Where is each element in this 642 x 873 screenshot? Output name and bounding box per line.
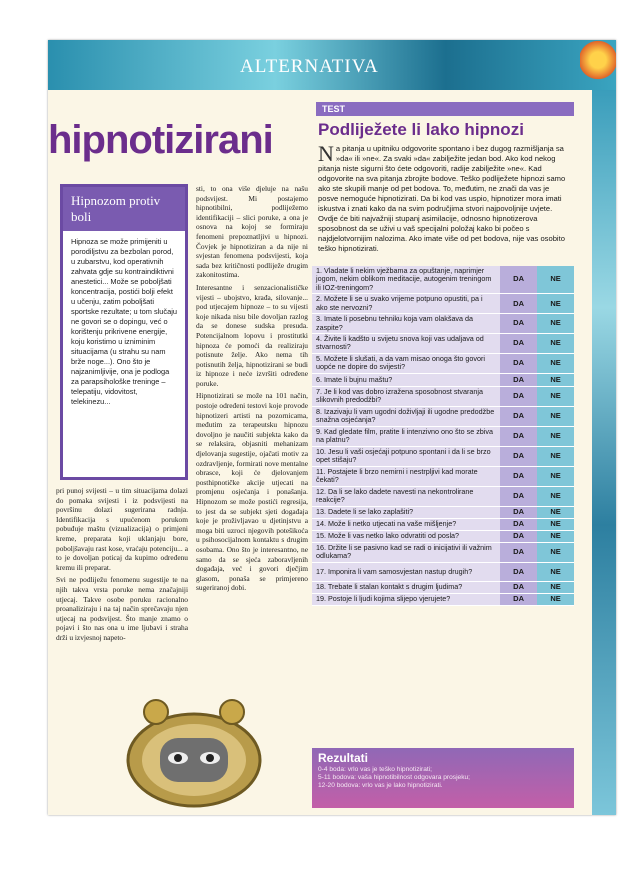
answer-yes[interactable]: DA: [500, 446, 537, 466]
magazine-page: [48, 40, 616, 815]
answer-no[interactable]: NE: [537, 593, 574, 605]
quiz-row: [312, 334, 574, 354]
answer-yes[interactable]: DA: [500, 518, 537, 530]
quiz-row: [312, 353, 574, 373]
sidebar-title: Hipnozom protiv boli: [63, 187, 185, 231]
results-box: [312, 748, 574, 808]
paragraph: sti, to ona više djeluje na našu podsvijest. Mi postajemo hipnotibilni, podliježemo identifikaciji – slici poruke, a ona je osnova na kojoj se formiraju fenomeni prepoznatljivi u hipnozi. Čovjek je hipnotiziran a da nije ni svjestan fenomena podsvijesti, koja sada bez kritičnosti podliježe drugim zakonitostima.: [196, 184, 308, 280]
quiz-row: [312, 386, 574, 406]
results-title: Rezultati: [318, 751, 369, 765]
quiz-question: 4. Živite li kadšto u svijetu snova koji vas udaljava od stvarnosti?: [312, 334, 500, 354]
quiz-question: 10. Jesu li vaši osjećaji potpuno spontani i da li se brzo opet stišaju?: [312, 446, 500, 466]
quiz-question: 5. Možete li slušati, a da vam misao onoga što govori uopće ne dopire do svijesti?: [312, 353, 500, 373]
answer-no[interactable]: NE: [537, 542, 574, 562]
answer-no[interactable]: NE: [537, 466, 574, 486]
quiz-question: 14. Može li netko utjecati na vaše mišljenje?: [312, 518, 500, 530]
article-headline: hipnotizirani: [48, 118, 273, 162]
quiz-row: [312, 562, 574, 581]
answer-yes[interactable]: DA: [500, 386, 537, 406]
quiz-row: [312, 373, 574, 386]
quiz-question: 12. Da li se lako dadete navesti na nekontrolirane reakcije?: [312, 486, 500, 506]
answer-no[interactable]: NE: [537, 353, 574, 373]
quiz-question: 19. Postoje li ljudi kojima slijepo vjerujete?: [312, 593, 500, 605]
quiz-row: [312, 518, 574, 530]
quiz-question: 17. Imponira li vam samosvjestan nastup drugih?: [312, 562, 500, 581]
quiz-question: 16. Držite li se pasivno kad se radi o inicijativi ili važnim odlukama?: [312, 542, 500, 562]
paragraph: pri punoj svijesti – u tim situacijama dolazi do pomaka svijesti i iz podsvijesti na površinu dolazi sugerirana radnja. Identifikacija s upućenom porukom pobuđuje maštu (vizualizacija) o primjeni kreme, preparata koji uklanjaju bore, poboljšavaju rast kose, vraćaju potenciju... a to je dovoljan poticaj da kupimo određenu kremu ili preparat.: [56, 486, 188, 572]
answer-yes[interactable]: DA: [500, 426, 537, 446]
answer-no[interactable]: NE: [537, 486, 574, 506]
quiz-question: 13. Dadete li se lako zaplašiti?: [312, 506, 500, 518]
results-line: 12-20 bodova: vrlo vas je lako hipnotizirati.: [318, 782, 443, 789]
quiz-row: [312, 266, 574, 294]
answer-yes[interactable]: DA: [500, 406, 537, 426]
paragraph: Hipnotizirati se može na 101 način, postoje određeni testovi koje provode hipnotizeri artisti na pozornicama, međutim za terapeutsku hipnozu dovoljno je naučiti subjekta kako da se relaksira, objasniti mehanizam djelovanja sugestije, ojačati motiv za ozdravljenje, formirati nove mentalne obrasce, koji će djelovanjem posthipnotičke akcije utjecati na promjenu osjećanja i ponašanja. Hipnozom se može postići regresija, to jest da se subjekt sjeti događaja koje je proživljavao u djetinjstvu a moga biti uzroci njegovih potešikoća u psihosocijalnom kontaktu s drugim osobama. Ono što je interesantno, ne samo da se sjeća zaboravljenih događaja, već i govori dječjim glasom, ponaša se primjereno sugeriranoj dobi.: [196, 391, 308, 593]
quiz-question: 2. Možete li se u svako vrijeme potpuno opustiti, pa i ako ste nervozni?: [312, 294, 500, 314]
quiz-question: 9. Kad gledate film, pratite li intenzivno ono što se zbiva na platnu?: [312, 426, 500, 446]
answer-no[interactable]: NE: [537, 406, 574, 426]
quiz-row: [312, 294, 574, 314]
answer-no[interactable]: NE: [537, 426, 574, 446]
quiz-row: [312, 426, 574, 446]
quiz-row: [312, 506, 574, 518]
sidebar-box: [60, 184, 188, 480]
answer-no[interactable]: NE: [537, 373, 574, 386]
answer-no[interactable]: NE: [537, 530, 574, 542]
quiz-row: [312, 446, 574, 466]
quiz-row: [312, 593, 574, 605]
answer-yes[interactable]: DA: [500, 353, 537, 373]
quiz-question: 1. Vladate li nekim vježbama za opuštanje, naprimjer jogom, nekim oblikom meditacije, autogenim treningom ili IOZ-treningom?: [312, 266, 500, 294]
quiz-question: 18. Trebate li stalan kontakt s drugim ljudima?: [312, 581, 500, 593]
answer-yes[interactable]: DA: [500, 581, 537, 593]
quiz-table: [312, 266, 574, 606]
article-column-1: [56, 486, 188, 646]
quiz-question: 7. Je li kod vas dobro izražena sposobnost stvaranja slikovnih predodžbi?: [312, 386, 500, 406]
quiz-row: [312, 406, 574, 426]
section-title: ALTERNATIVA: [240, 56, 379, 77]
answer-no[interactable]: NE: [537, 314, 574, 334]
answer-yes[interactable]: DA: [500, 530, 537, 542]
quiz-question: 15. Može li vas netko lako odvratiti od posla?: [312, 530, 500, 542]
test-title: Podliježete li lako hipnozi: [318, 120, 524, 139]
quiz-question: 3. Imate li posebnu tehniku koja vam olakšava da zaspite?: [312, 314, 500, 334]
quiz-row: [312, 581, 574, 593]
results-line: 5-11 bodova: vaša hipnotibilnost odgovara prosjeku;: [318, 774, 471, 781]
answer-no[interactable]: NE: [537, 266, 574, 294]
star-burst-icon: [580, 40, 616, 80]
article-column-2: [196, 184, 308, 596]
answer-yes[interactable]: DA: [500, 294, 537, 314]
answer-yes[interactable]: DA: [500, 466, 537, 486]
quiz-row: [312, 314, 574, 334]
quiz-row: [312, 530, 574, 542]
answer-yes[interactable]: DA: [500, 314, 537, 334]
drop-cap: N: [318, 141, 334, 166]
quiz-row: [312, 486, 574, 506]
quiz-question: 8. Izazivaju li vam ugodni doživljaji ili ugodne predodžbe snažna osjećanja?: [312, 406, 500, 426]
quiz-question: 11. Postajete li brzo nemirni i nestrpljivi kad morate čekati?: [312, 466, 500, 486]
answer-yes[interactable]: DA: [500, 542, 537, 562]
answer-no[interactable]: NE: [537, 334, 574, 354]
test-intro: [318, 141, 570, 254]
paragraph: Svi ne podliježu fenomenu sugestije te na njih takva vrsta poruke nema značajniji utjecaj. Takve osobe poruku racionalno proanaliziraju i na taj način sprečavaju njen utjecaj na podsvijest. Što manje znamo o pojavi i što nas ona u ime ljubavi i straha drži u izvjesnoj napeto-: [56, 575, 188, 642]
answer-no[interactable]: NE: [537, 294, 574, 314]
answer-no[interactable]: NE: [537, 518, 574, 530]
sidebar-text: Hipnoza se može primijeniti u porodiljstvu za bezbolan porod, u zubarstvu, kod operativnih zahvata gdje su kontraindiktivni anestetici... Može se poboljšati koncentracija, postići bolji efekt u učenju, zatim poboljšati sportske rezultate; u tom slučaju ne govori se o dopingu, već o korištenju prikrivene energije, koju koristimo u izniminim situacijama (u strahu su nam brže noge...). Ono što je najzanimljivije, ona je podloga za parapsihološke treninge – telepatiju, vidovitost, telekinezu...: [71, 237, 177, 406]
answer-yes[interactable]: DA: [500, 506, 537, 518]
section-banner: [48, 40, 616, 90]
paragraph: Interesantne i senzacionalističke vijesti – ubojstvo, krađa, silovanje... pod utjecajem hipnoze – to su vijesti koje nikada nisu bile dovoljan razlog da se donese sudska presuda. Potencijalnom lopovu i prostitutki hipnoza će pomoći da realiziraju potisnute želje. Ako nema tih potisnutih želja, hipnotizirani se budi iz hipnoze i neće izvršiti određene poruke.: [196, 282, 308, 388]
quiz-question: 6. Imate li bujnu maštu?: [312, 373, 500, 386]
answer-yes[interactable]: DA: [500, 593, 537, 605]
answer-no[interactable]: NE: [537, 562, 574, 581]
quiz-row: [312, 466, 574, 486]
answer-yes[interactable]: DA: [500, 562, 537, 581]
intro-text: a pitanja u upitniku odgovorite spontano i bez dugog razmišljanja sa »da« ili »ne«. Za svaki »da« zabilježite jedan bod. Ako kod nekog pitanja niste sigurni što ćete odgovoriti, radije zabilježite »ne«. Kad odgovorite na sva pitanja zbrojite bodove. Teško podliježete hipnozi samo ako ste skupili manje od pet bodova. To, međutim, ne znači da vas je posve nemoguće hipnotizirati. Da bi kod vas uspio, hipnotizer mora imati iskustva i znati kako da na svim područjima stvori najpovoljnije uvjete. Ovdje će biti najvažniji stupanj asimilacije, odnosno hipnotizerova sposobnost da se uživi u vaš specijalni položaj kako bi počeo s najdjelotvornijim nalozima. Ako imate više od pet bodova, nije vas osobito teško hipnotizirati.: [318, 144, 566, 253]
results-line: 0-4 boda: vrlo vas je teško hipnotizirati;: [318, 766, 432, 773]
answer-no[interactable]: NE: [537, 581, 574, 593]
answer-yes[interactable]: DA: [500, 486, 537, 506]
answer-yes[interactable]: DA: [500, 266, 537, 294]
decorative-border: [592, 90, 616, 815]
answer-no[interactable]: NE: [537, 446, 574, 466]
test-label: TEST: [316, 102, 574, 116]
quiz-row: [312, 542, 574, 562]
answer-yes[interactable]: DA: [500, 373, 537, 386]
answer-no[interactable]: NE: [537, 506, 574, 518]
hypnosis-illustration: [126, 688, 262, 808]
answer-no[interactable]: NE: [537, 386, 574, 406]
answer-yes[interactable]: DA: [500, 334, 537, 354]
